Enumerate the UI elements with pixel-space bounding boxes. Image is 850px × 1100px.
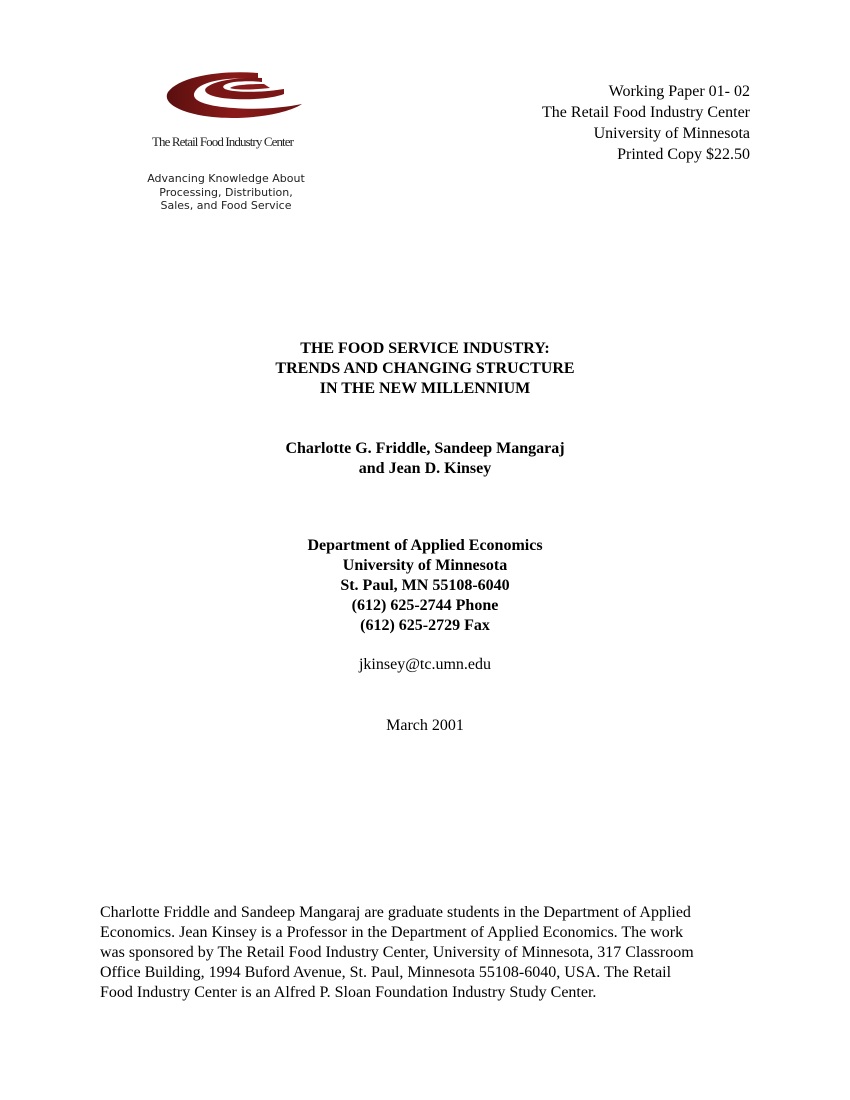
title-line: THE FOOD SERVICE INDUSTRY: [300, 340, 550, 357]
footnote-line: Office Building, 1994 Buford Avenue, St. Paul, Minnesota 55108-6040, USA. The Retail [100, 964, 672, 981]
header-line: Working Paper 01- 02 [608, 83, 750, 100]
address-line: St. Paul, MN 55108-6040 [340, 577, 510, 594]
footnote-line: Economics. Jean Kinsey is a Professor in the Department of Applied Economics. The work [100, 924, 684, 941]
paper-title [0, 339, 850, 399]
logo-tagline [140, 172, 312, 213]
contact-email: jkinsey@tc.umn.edu [358, 656, 492, 673]
author-footnote [100, 903, 760, 1003]
center-logo [150, 68, 310, 150]
address-line: (612) 625-2729 Fax [360, 617, 490, 634]
tagline-line: Processing, Distribution, [159, 185, 293, 199]
address-line: Department of Applied Economics [307, 537, 543, 554]
tagline-line: Sales, and Food Service [160, 199, 292, 212]
department-address [0, 536, 850, 636]
tagline-line: Advancing Knowledge About [147, 172, 305, 185]
address-line: University of Minnesota [342, 557, 508, 574]
author-list [0, 439, 850, 479]
footnote-line: was sponsored by The Retail Food Industry Center, University of Minnesota, 317 Classroom [100, 944, 694, 961]
author-line: and Jean D. Kinsey [358, 460, 492, 477]
header-line: Printed Copy $22.50 [617, 146, 750, 163]
author-line: Charlotte G. Friddle, Sandeep Mangaraj [285, 440, 565, 457]
logo-name: The Retail Food Industry Center [152, 134, 294, 149]
title-line: TRENDS AND CHANGING STRUCTURE [275, 360, 575, 377]
publication-date: March 2001 [386, 717, 464, 734]
footnote-line: Charlotte Friddle and Sandeep Mangaraj are graduate students in the Department of Applied [100, 904, 691, 921]
header-line: University of Minnesota [593, 125, 750, 142]
footnote-line: Food Industry Center is an Alfred P. Sloan Foundation Industry Study Center. [100, 984, 597, 1001]
title-line: IN THE NEW MILLENNIUM [319, 380, 531, 397]
address-line: (612) 625-2744 Phone [351, 597, 499, 614]
logo-swoosh-icon [162, 68, 302, 130]
working-paper-header [542, 81, 750, 165]
header-line: The Retail Food Industry Center [542, 104, 750, 121]
